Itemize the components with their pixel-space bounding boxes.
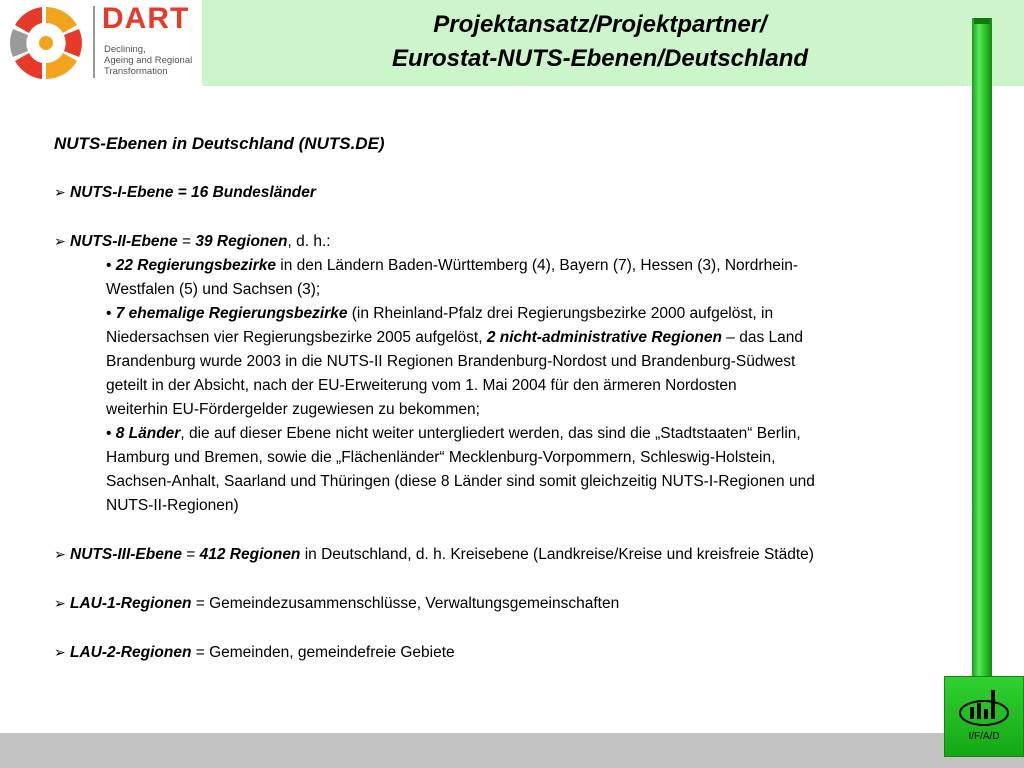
subitem-text: Sachsen-Anhalt, Saarland und Thüringen (diese 8 Länder sind somit gleichzeitig NUTS-I-Regionen und <box>106 473 815 490</box>
lau2-label: LAU-2-Regionen <box>70 644 192 661</box>
arrow-bullet-icon: ➢ <box>54 595 66 611</box>
dart-wheel-icon <box>4 4 88 82</box>
subitem-text: geteilt in der Absicht, nach der EU-Erweiterung vom 1. Mai 2004 für den ärmeren Nordosten <box>106 377 737 394</box>
subitem-text: NUTS-II-Regionen) <box>106 497 239 514</box>
nuts2-value: 39 Regionen <box>195 233 288 250</box>
arrow-bullet-icon: ➢ <box>54 644 66 660</box>
subitem-text: in den Ländern Baden-Württemberg (4), Bayern (7), Hessen (3), Nordrhein- <box>275 257 799 274</box>
nuts1-value: 16 Bundesländer <box>191 184 316 201</box>
nuts3-value: 412 Regionen <box>199 546 301 563</box>
logo-divider <box>93 6 95 78</box>
nuts2-subitem-1: • 22 Regierungsbezirke in den Ländern Baden-Württemberg (4), Bayern (7), Hessen (3), Nordrhein- Westfalen (5) und Sachsen (3); <box>106 254 934 302</box>
subitem-text: , die auf dieser Ebene nicht weiter untergliedert werden, das sind die „Stadtstaaten“ Berlin, <box>180 425 801 442</box>
subitem-text: Westfalen (5) und Sachsen (3); <box>106 281 321 298</box>
nuts3-label: NUTS-III-Ebene <box>70 546 182 563</box>
nuts3-suffix: in Deutschland, d. h. Kreisebene (Landkreise/Kreise und kreisfreie Städte) <box>300 546 814 563</box>
title-line: Eurostat-NUTS-Ebenen/Deutschland <box>391 45 809 72</box>
dart-logo <box>0 0 202 86</box>
bullet-nuts2 <box>54 229 934 254</box>
arrow-bullet-icon: ➢ <box>54 546 66 562</box>
lau1-label: LAU-1-Regionen <box>70 595 192 612</box>
nuts2-suffix: , d. h.: <box>287 233 331 250</box>
ifad-label: I/F/A/D <box>968 731 1000 742</box>
subitem-text: Brandenburg wurde 2003 in die NUTS-II Regionen Brandenburg-Nordost und Brandenburg-Südwest <box>106 353 796 370</box>
subitem-bold: 7 ehemalige Regierungsbezirke <box>115 305 348 322</box>
subitem-bold: 22 Regierungsbezirke <box>115 257 276 274</box>
nuts2-label: NUTS-II-Ebene <box>70 233 178 250</box>
decorative-green-bar-cap <box>974 18 990 24</box>
logo-subtitle-line: Transformation <box>104 66 168 77</box>
logo-subtitle <box>104 44 204 77</box>
logo-subtitle-line: Ageing and Regional <box>104 55 193 66</box>
subitem-text: Hamburg und Bremen, sowie die „Flächenländer“ Mecklenburg-Vorpommern, Schleswig-Holstein, <box>106 449 776 466</box>
lau2-suffix: = Gemeinden, gemeindefreie Gebiete <box>191 644 455 661</box>
arrow-bullet-icon: ➢ <box>54 233 66 249</box>
arrow-bullet-icon: ➢ <box>54 184 66 200</box>
decorative-green-bar <box>972 18 992 768</box>
subitem-bold: 8 Länder <box>115 425 181 442</box>
bullet-lau2 <box>54 640 934 665</box>
logo-subtitle-line: Declining, <box>104 44 146 55</box>
subitem-text: – das Land <box>721 329 803 346</box>
nuts1-label: NUTS-I-Ebene <box>70 184 174 201</box>
bullet-nuts3 <box>54 542 934 567</box>
nuts2-subitem-2: • 7 ehemalige Regierungsbezirke (in Rheinland-Pfalz drei Regierungsbezirke 2000 aufgelöst, in Niedersachsen vier Regierungsbezirke 2005 aufgelöst, 2 nicht-administrative Regionen – das Land Brandenburg wurde 2003 in die NUTS-II Regionen Brandenburg-Nordost und Brandenburg-Südwest geteilt in der Absicht, nach der EU-Erweiterung vom 1. Mai 2004 für den ärmeren Nordosten weiterhin EU-Fördergelder zugewiesen zu bekommen; <box>106 302 934 422</box>
subitem-text: Niedersachsen vier Regierungsbezirke 2005 aufgelöst, <box>106 329 487 346</box>
lau1-suffix: = Gemeindezusammenschlüsse, Verwaltungsgemeinschaften <box>191 595 620 612</box>
ifad-chart-icon <box>958 687 1010 727</box>
slide-content <box>54 132 934 665</box>
subitem-bold: 2 nicht-administrative Regionen <box>486 329 722 346</box>
subitem-text: weiterhin EU-Fördergelder zugewiesen zu bekommen; <box>106 401 480 418</box>
slide-title <box>300 8 900 76</box>
bullet-nuts1 <box>54 180 934 205</box>
subitem-text: (in Rheinland-Pfalz drei Regierungsbezirke 2000 aufgelöst, in <box>347 305 774 322</box>
logo-name: DART <box>102 2 190 35</box>
content-heading: NUTS-Ebenen in Deutschland (NUTS.DE) <box>54 134 385 153</box>
nuts2-subitem-3: • 8 Länder, die auf dieser Ebene nicht weiter untergliedert werden, das sind die „Stadtstaaten“ Berlin, Hamburg und Bremen, sowie die „Flächenländer“ Mecklenburg-Vorpommern, Schleswig-Holstein, Sachsen-Anhalt, Saarland und Thüringen (diese 8 Länder sind somit gleichzeitig NUTS-I-Regionen und NUTS-II-Regionen) <box>106 422 934 518</box>
bullet-lau1 <box>54 591 934 616</box>
title-line: Projektansatz/Projektpartner/ <box>433 11 767 38</box>
nuts2-eq: = <box>177 233 196 250</box>
footer-bar <box>0 733 1024 768</box>
ifad-logo <box>944 676 1024 757</box>
nuts1-eq: = <box>173 184 192 201</box>
nuts3-eq: = <box>181 546 200 563</box>
